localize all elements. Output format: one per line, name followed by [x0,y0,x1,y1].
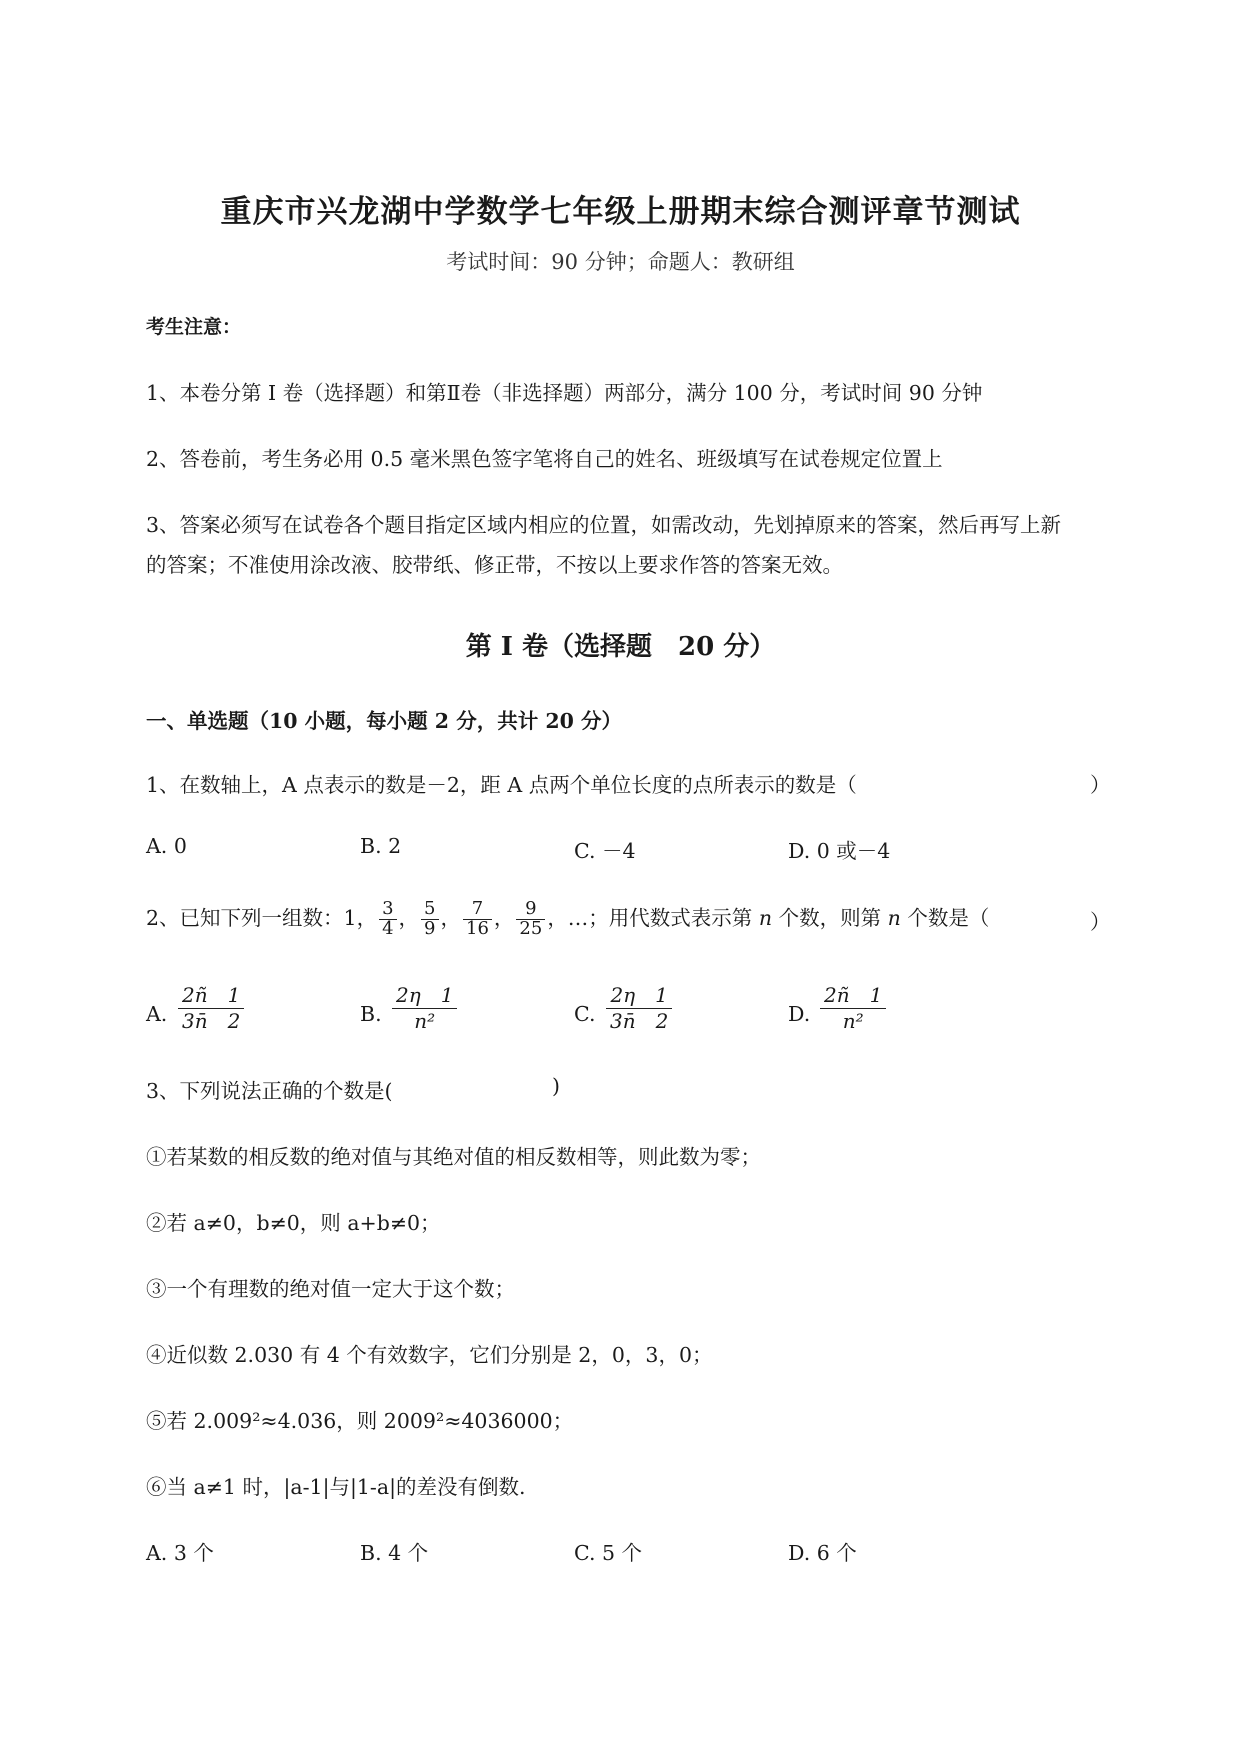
question-2-stem-end: 个数是（ [900,906,990,930]
variable-n: n [887,906,901,930]
fraction-denominator: 4 [379,919,396,939]
question-2-stem [146,888,989,948]
notice-item-1: 1、本卷分第 I 卷（选择题）和第Ⅱ卷（非选择题）两部分，满分 100 分，考试时间 90 分钟 [146,381,983,405]
question-2-stem-mid-2: 个数，则第 [772,906,888,930]
question-2-option-b-fraction [392,983,457,1034]
question-3-option-b: B. 4 个 [360,1541,429,1565]
fraction-denominator: 9 [421,919,438,939]
fraction-5-9 [421,900,438,939]
question-2-bracket-close: ） [1090,910,1111,934]
comma: ， [398,906,420,930]
question-3-stem: 3、下列说法正确的个数是( [146,1079,393,1103]
fraction-numerator: 2η 1 [396,983,454,1007]
notice-item-3-line-1: 3、答案必须写在试卷各个题目指定区域内相应的位置，如需改动，先划掉原来的答案，然后再写上新 [146,513,1062,537]
fraction-9-25 [516,900,545,939]
question-3-bracket-close: ) [552,1074,560,1098]
question-2-stem-mid: ，…；用代数式表示第 [547,906,759,930]
comma: ， [493,906,515,930]
fraction-numerator: 9 [525,898,537,920]
fraction-numerator: 3 [382,898,394,920]
question-2-option-c-fraction [606,983,672,1034]
notice-item-3-line-2: 的答案；不准使用涂改液、胶带纸、修正带，不按以上要求作答的答案无效。 [146,553,843,577]
exam-title: 重庆市兴龙湖中学数学七年级上册期末综合测评章节测试 [220,194,1021,230]
fraction-numerator: 2η 1 [610,983,668,1007]
question-2-option-b-label: B. [360,1002,382,1026]
fraction-numerator: 2ñ 1 [182,983,241,1007]
question-3-statement-2: ②若 a≠0，b≠0，则 a+b≠0； [146,1211,441,1235]
question-3-option-d: D. 6 个 [788,1541,857,1565]
fraction-denominator: n² [820,1008,886,1034]
fraction-denominator: 3n̄ 2 [178,1008,244,1034]
question-1-option-b: B. 2 [360,834,402,858]
question-3-option-a: A. 3 个 [146,1541,214,1565]
question-1-option-a: A. 0 [146,834,187,858]
question-2-option-a-fraction [178,983,244,1034]
question-3-statement-4: ④近似数 2.030 有 4 个有效数字，它们分别是 2，0，3，0； [146,1343,713,1367]
question-3-statement-3: ③一个有理数的绝对值一定大于这个数； [146,1277,515,1301]
question-1-bracket-close: ） [1090,773,1111,797]
question-3-option-c: C. 5 个 [574,1541,643,1565]
question-3-statement-1: ①若某数的相反数的绝对值与其绝对值的相反数相等，则此数为零； [146,1145,761,1169]
section-title: 第 I 卷（选择题 20 分） [465,632,776,662]
question-1-option-c: C. －4 [574,839,636,863]
part-heading: 一、单选题（10 小题，每小题 2 分，共计 20 分） [146,709,623,733]
question-2-option-c-label: C. [574,1002,596,1026]
question-2-stem-start: 2、已知下列一组数：1， [146,906,378,930]
question-2-option-d-fraction [820,983,886,1034]
notice-item-2: 2、答卷前，考生务必用 0.5 毫米黑色签字笔将自己的姓名、班级填写在试卷规定位置上 [146,447,943,471]
question-3-statement-5: ⑤若 2.009²≈4.036，则 2009²≈4036000； [146,1409,574,1433]
fraction-denominator: n² [392,1008,457,1034]
fraction-denominator: 3n̄ 2 [606,1008,672,1034]
fraction-3-4 [379,900,396,939]
question-1-stem: 1、在数轴上，A 点表示的数是－2，距 A 点两个单位长度的点所表示的数是（ [146,773,857,797]
fraction-numerator: 7 [471,898,484,920]
comma: ， [440,906,461,930]
fraction-denominator: 25 [516,919,545,939]
question-3-statement-6: ⑥当 a≠1 时，|a-1|与|1-a|的差没有倒数. [146,1475,526,1499]
exam-subtitle: 考试时间：90 分钟；命题人：教研组 [446,250,795,274]
notice-heading: 考生注意： [146,316,242,338]
variable-n: n [758,906,773,930]
fraction-numerator: 5 [424,898,436,920]
fraction-7-16 [463,900,492,939]
question-1-option-d: D. 0 或－4 [788,839,891,863]
question-2-option-a-label: A. [146,1002,168,1026]
fraction-denominator: 16 [463,919,492,939]
fraction-numerator: 2ñ 1 [824,983,883,1007]
question-2-option-d-label: D. [788,1002,811,1026]
